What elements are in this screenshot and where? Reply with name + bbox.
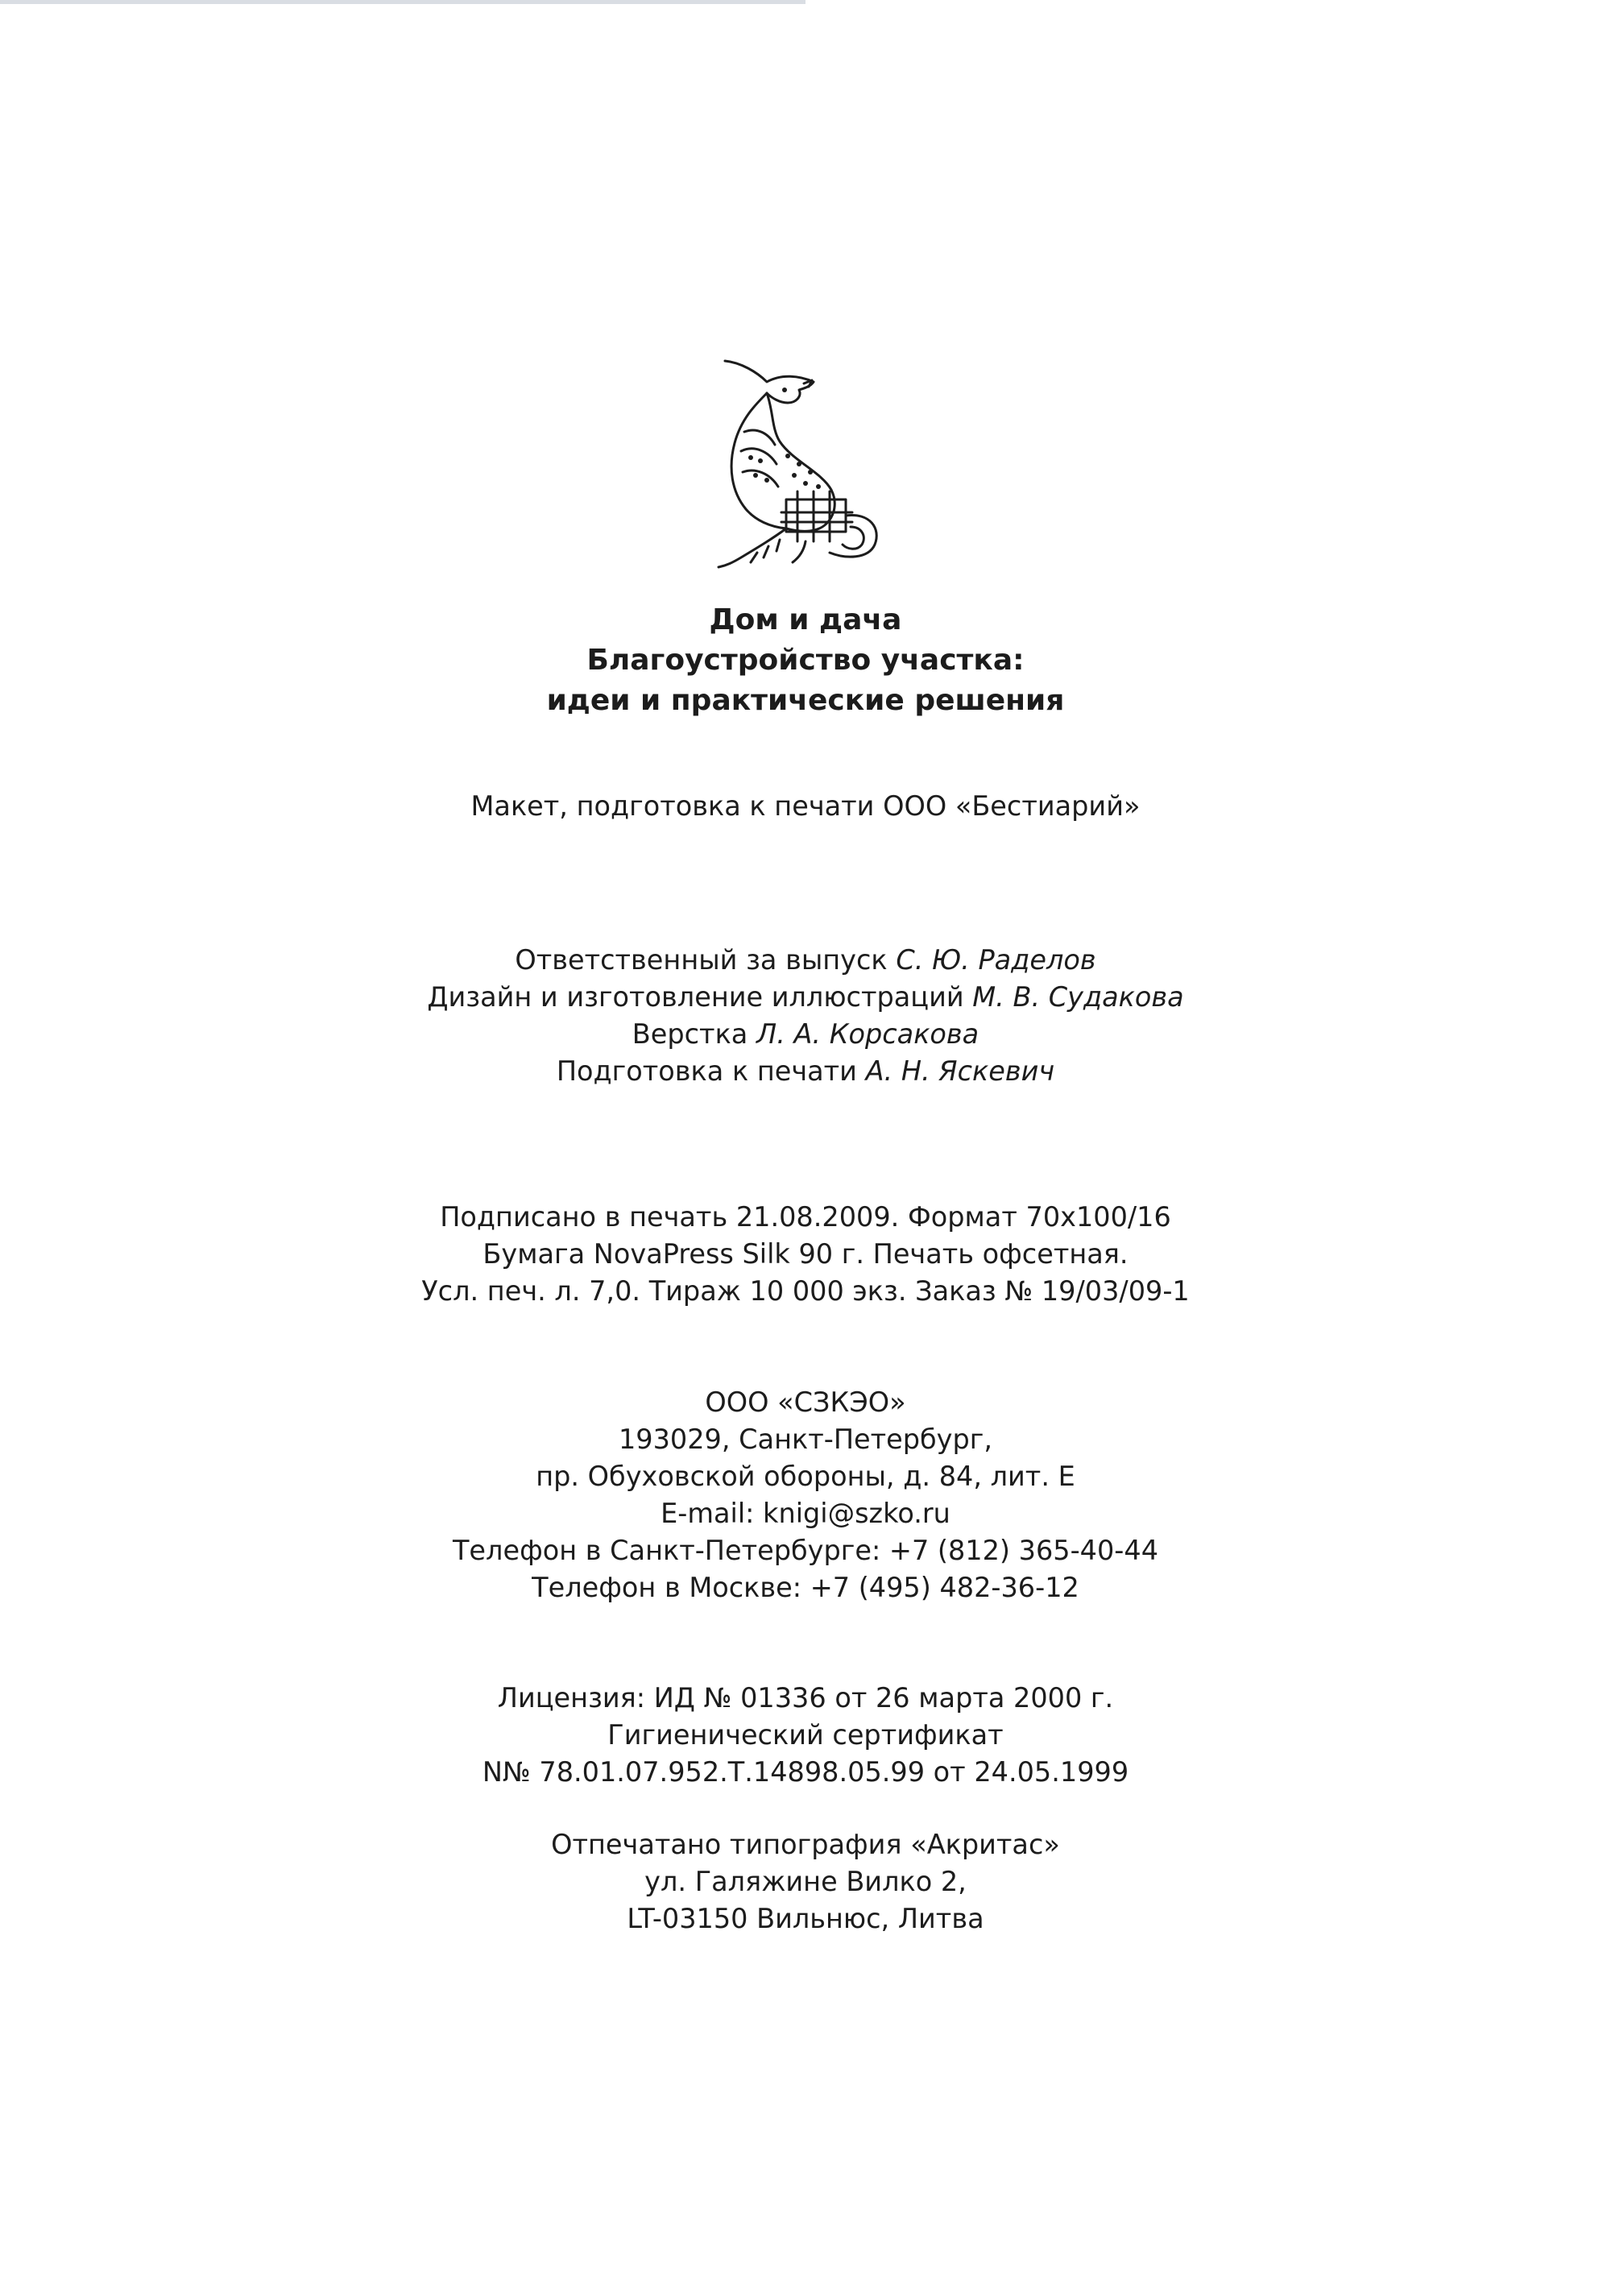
layout-note <box>0 788 1611 825</box>
layout-note-line: Макет, подготовка к печати ООО «Бестиарий» <box>470 790 1141 822</box>
license-line: N№ 78.01.07.952.Т.14898.05.99 от 24.05.1999 <box>482 1756 1129 1788</box>
title-line: идеи и практические решения <box>546 684 1065 717</box>
credits-section <box>0 942 1611 1090</box>
credit-line <box>0 942 1611 979</box>
title-line: Благоустройство участка: <box>586 644 1025 677</box>
scan-edge-mark <box>0 0 806 4</box>
credit-name: С. Ю. Раделов <box>896 944 1096 976</box>
credit-line <box>0 1016 1611 1053</box>
credit-line <box>0 1053 1611 1090</box>
publisher-address-line: пр. Обуховской обороны, д. 84, лит. Е <box>536 1461 1075 1492</box>
print-details <box>0 1199 1611 1310</box>
publisher-address-line: 193029, Санкт-Петербург, <box>618 1424 993 1455</box>
credit-role: Подготовка к печати <box>556 1055 857 1087</box>
credit-name: А. Н. Яскевич <box>865 1055 1055 1087</box>
book-title <box>0 600 1611 721</box>
credit-name: М. В. Судакова <box>972 981 1184 1013</box>
license-line: Гигиенический сертификат <box>607 1719 1004 1751</box>
publisher-info <box>0 1384 1611 1606</box>
license-line: Лицензия: ИД № 01336 от 26 марта 2000 г. <box>497 1682 1114 1714</box>
license-info <box>0 1680 1611 1791</box>
printer-line: ул. Галяжине Вилко 2, <box>644 1866 967 1897</box>
credit-role: Верстка <box>632 1018 748 1050</box>
publisher-email: E-mail: knigi@szko.ru <box>661 1498 950 1529</box>
printer-line: LT-03150 Вильнюс, Литва <box>627 1903 984 1934</box>
print-detail-line: Бумага NovaPress Silk 90 г. Печать офсетная. <box>482 1238 1129 1270</box>
credit-role: Дизайн и изготовление иллюстраций <box>427 981 964 1013</box>
publisher-phone: Телефон в Москве: +7 (495) 482-36-12 <box>532 1572 1079 1603</box>
credit-role: Ответственный за выпуск <box>515 944 888 976</box>
print-detail-line: Усл. печ. л. 7,0. Тираж 10 000 экз. Заказ № 19/03/09-1 <box>421 1275 1190 1307</box>
printer-line: Отпечатано типография «Акритас» <box>551 1829 1060 1860</box>
credit-name: Л. А. Корсакова <box>756 1018 979 1050</box>
dragon-emblem-icon <box>709 354 902 572</box>
publisher-name: ООО «СЗКЭО» <box>705 1386 906 1418</box>
print-detail-line: Подписано в печать 21.08.2009. Формат 70х100/16 <box>440 1201 1171 1233</box>
printer-info <box>0 1826 1611 1938</box>
credit-line <box>0 979 1611 1016</box>
publisher-phone: Телефон в Санкт-Петербурге: +7 (812) 365-40-44 <box>452 1535 1159 1566</box>
title-line: Дом и дача <box>709 603 902 636</box>
